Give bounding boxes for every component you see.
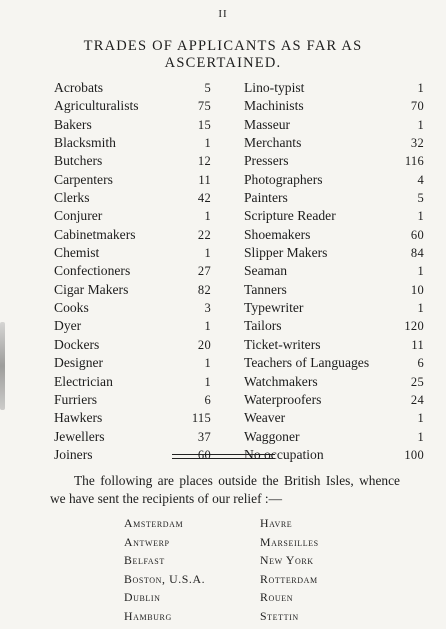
trade-count: 84 xyxy=(410,246,424,261)
trade-count: 37 xyxy=(197,429,211,444)
trade-count: 120 xyxy=(404,319,424,334)
trade-name: Seaman xyxy=(244,263,288,279)
trade-count: 5 xyxy=(417,191,424,206)
trade-row xyxy=(54,391,211,409)
trade-row xyxy=(54,336,211,354)
trade-count: 75 xyxy=(197,99,211,114)
trade-row xyxy=(54,428,211,446)
trade-name: Slipper Makers xyxy=(244,245,328,261)
trade-row xyxy=(244,354,424,372)
trade-row xyxy=(54,79,211,97)
trade-count: 60 xyxy=(410,227,424,242)
trade-count: 1 xyxy=(204,246,211,261)
trade-count: 1 xyxy=(417,264,424,279)
trade-row xyxy=(244,299,424,317)
trade-row xyxy=(244,97,424,115)
trade-name: Hawkers xyxy=(54,410,103,426)
trade-row xyxy=(244,373,424,391)
trade-count: 1 xyxy=(417,411,424,426)
trade-row xyxy=(244,116,424,134)
trade-count: 32 xyxy=(410,136,424,151)
trade-row xyxy=(54,116,211,134)
trade-count: 1 xyxy=(204,374,211,389)
place-name: Rouen xyxy=(260,590,294,605)
trade-name: Weaver xyxy=(244,410,286,426)
trade-name: Designer xyxy=(54,355,104,371)
places-intro-text: The following are places outside the British Isles, whence we have sent the recipients of our relief :— xyxy=(50,473,400,506)
trade-count: 11 xyxy=(198,172,211,187)
trade-row xyxy=(244,226,424,244)
trade-row xyxy=(54,354,211,372)
trade-name: Photographers xyxy=(244,171,323,187)
trade-row xyxy=(54,317,211,335)
trade-count: 24 xyxy=(410,392,424,407)
trade-row xyxy=(244,207,424,225)
trade-row xyxy=(244,409,424,427)
trade-count: 5 xyxy=(204,81,211,95)
trade-row xyxy=(244,134,424,152)
trade-count: 1 xyxy=(417,301,424,316)
trade-name: Jewellers xyxy=(54,428,105,444)
place-name: Boston, U.S.A. xyxy=(124,571,206,586)
trade-row xyxy=(244,79,424,97)
trade-name: Furriers xyxy=(54,391,98,407)
trade-name: Carpenters xyxy=(54,171,113,187)
trade-row xyxy=(244,428,424,446)
trade-count: 42 xyxy=(197,191,211,206)
place-name: Dublin xyxy=(124,590,161,605)
trade-row xyxy=(244,391,424,409)
trade-name: Ticket-writers xyxy=(244,336,321,352)
trade-name: Teachers of Languages xyxy=(244,355,370,371)
trade-count: 22 xyxy=(197,227,211,242)
trade-row xyxy=(244,244,424,262)
trade-name: Bakers xyxy=(54,116,92,132)
places-left-column xyxy=(124,514,205,626)
trade-name: Waggoner xyxy=(244,428,300,444)
trade-name: Confectioners xyxy=(54,263,131,279)
trade-row xyxy=(244,171,424,189)
trade-name: Butchers xyxy=(54,153,103,169)
trade-name: Watchmakers xyxy=(244,373,318,389)
trade-count: 70 xyxy=(410,99,424,114)
trade-count: 100 xyxy=(404,447,424,462)
trade-count: 115 xyxy=(191,411,211,426)
places-right-column xyxy=(260,514,319,626)
place-name: Rotterdam xyxy=(260,571,318,586)
trade-name: Dockers xyxy=(54,336,100,352)
trade-count: 6 xyxy=(417,356,424,371)
trade-name: Clerks xyxy=(54,190,90,206)
page-heading: TRADES OF APPLICANTS AS FAR AS ASCERTAINED. xyxy=(83,38,363,71)
trade-name: Tanners xyxy=(244,281,287,297)
trade-count: 25 xyxy=(410,374,424,389)
trade-count: 6 xyxy=(204,392,211,407)
trade-name: Acrobats xyxy=(54,80,104,95)
trade-row xyxy=(244,152,424,170)
trade-row xyxy=(54,262,211,280)
trade-name: Agriculturalists xyxy=(54,98,139,114)
trade-row xyxy=(54,409,211,427)
trade-count: 116 xyxy=(404,154,424,169)
trade-row xyxy=(54,299,211,317)
trade-name: Waterproofers xyxy=(244,391,322,407)
trade-row xyxy=(244,336,424,354)
trade-count: 1 xyxy=(417,117,424,132)
trades-right-column xyxy=(244,79,424,464)
trade-count: 1 xyxy=(204,319,211,334)
trade-count: 10 xyxy=(410,282,424,297)
trade-row xyxy=(244,262,424,280)
trade-name: Scripture Reader xyxy=(244,208,336,224)
place-name: Havre xyxy=(260,516,293,530)
trade-row xyxy=(54,171,211,189)
trade-name: Cabinetmakers xyxy=(54,226,136,242)
trade-name: Painters xyxy=(244,190,288,206)
trade-count: 27 xyxy=(197,264,211,279)
trade-count: 1 xyxy=(204,209,211,224)
trade-count: 1 xyxy=(204,356,211,371)
place-name: Marseilles xyxy=(260,534,319,549)
trade-name: Typewriter xyxy=(244,300,304,316)
trade-count: 4 xyxy=(417,172,424,187)
trade-count: 3 xyxy=(204,301,211,316)
trade-row xyxy=(54,97,211,115)
trade-name: Cigar Makers xyxy=(54,281,129,297)
place-name: Stettin xyxy=(260,608,299,623)
trade-row xyxy=(54,189,211,207)
trade-name: Electrician xyxy=(54,373,113,389)
place-name: Amsterdam xyxy=(124,516,184,530)
trade-row xyxy=(54,226,211,244)
page-margin-smudge xyxy=(0,322,5,410)
trade-name: Blacksmith xyxy=(54,135,116,151)
trade-name: Chemist xyxy=(54,245,100,261)
trade-count: 82 xyxy=(197,282,211,297)
page-number: II xyxy=(218,8,228,20)
trade-count: 1 xyxy=(204,136,211,151)
place-name: Belfast xyxy=(124,553,165,568)
trade-count: 11 xyxy=(411,337,424,352)
trade-name: Masseur xyxy=(244,116,291,132)
trade-name: Conjurer xyxy=(54,208,103,224)
trade-name: Machinists xyxy=(244,98,304,114)
trade-name: Dyer xyxy=(54,318,82,334)
trade-name: Lino-typist xyxy=(244,80,305,95)
trade-count: 20 xyxy=(197,337,211,352)
section-divider xyxy=(172,454,275,459)
trade-count: 15 xyxy=(197,117,211,132)
trade-row xyxy=(54,244,211,262)
trade-count: 1 xyxy=(417,429,424,444)
trade-row xyxy=(54,134,211,152)
place-name: Hamburg xyxy=(124,608,172,623)
trade-count: 60 xyxy=(197,447,211,462)
trade-count: 12 xyxy=(197,154,211,169)
trade-name: Merchants xyxy=(244,135,302,151)
trade-count: 1 xyxy=(417,81,424,95)
trade-row xyxy=(54,281,211,299)
trade-row xyxy=(54,207,211,225)
trade-name: Tailors xyxy=(244,318,282,334)
trade-name: Cooks xyxy=(54,300,89,316)
trade-name: Pressers xyxy=(244,153,289,169)
trade-row xyxy=(54,152,211,170)
trades-left-column xyxy=(54,79,211,464)
place-name: New York xyxy=(260,553,314,568)
trade-row xyxy=(244,317,424,335)
trade-name: Joiners xyxy=(54,446,93,462)
place-name: Antwerp xyxy=(124,534,170,549)
trade-count: 1 xyxy=(417,209,424,224)
trade-row xyxy=(54,373,211,391)
trade-name: No occupation xyxy=(244,446,324,462)
trade-row xyxy=(244,281,424,299)
trade-row xyxy=(244,189,424,207)
trade-name: Shoemakers xyxy=(244,226,311,242)
